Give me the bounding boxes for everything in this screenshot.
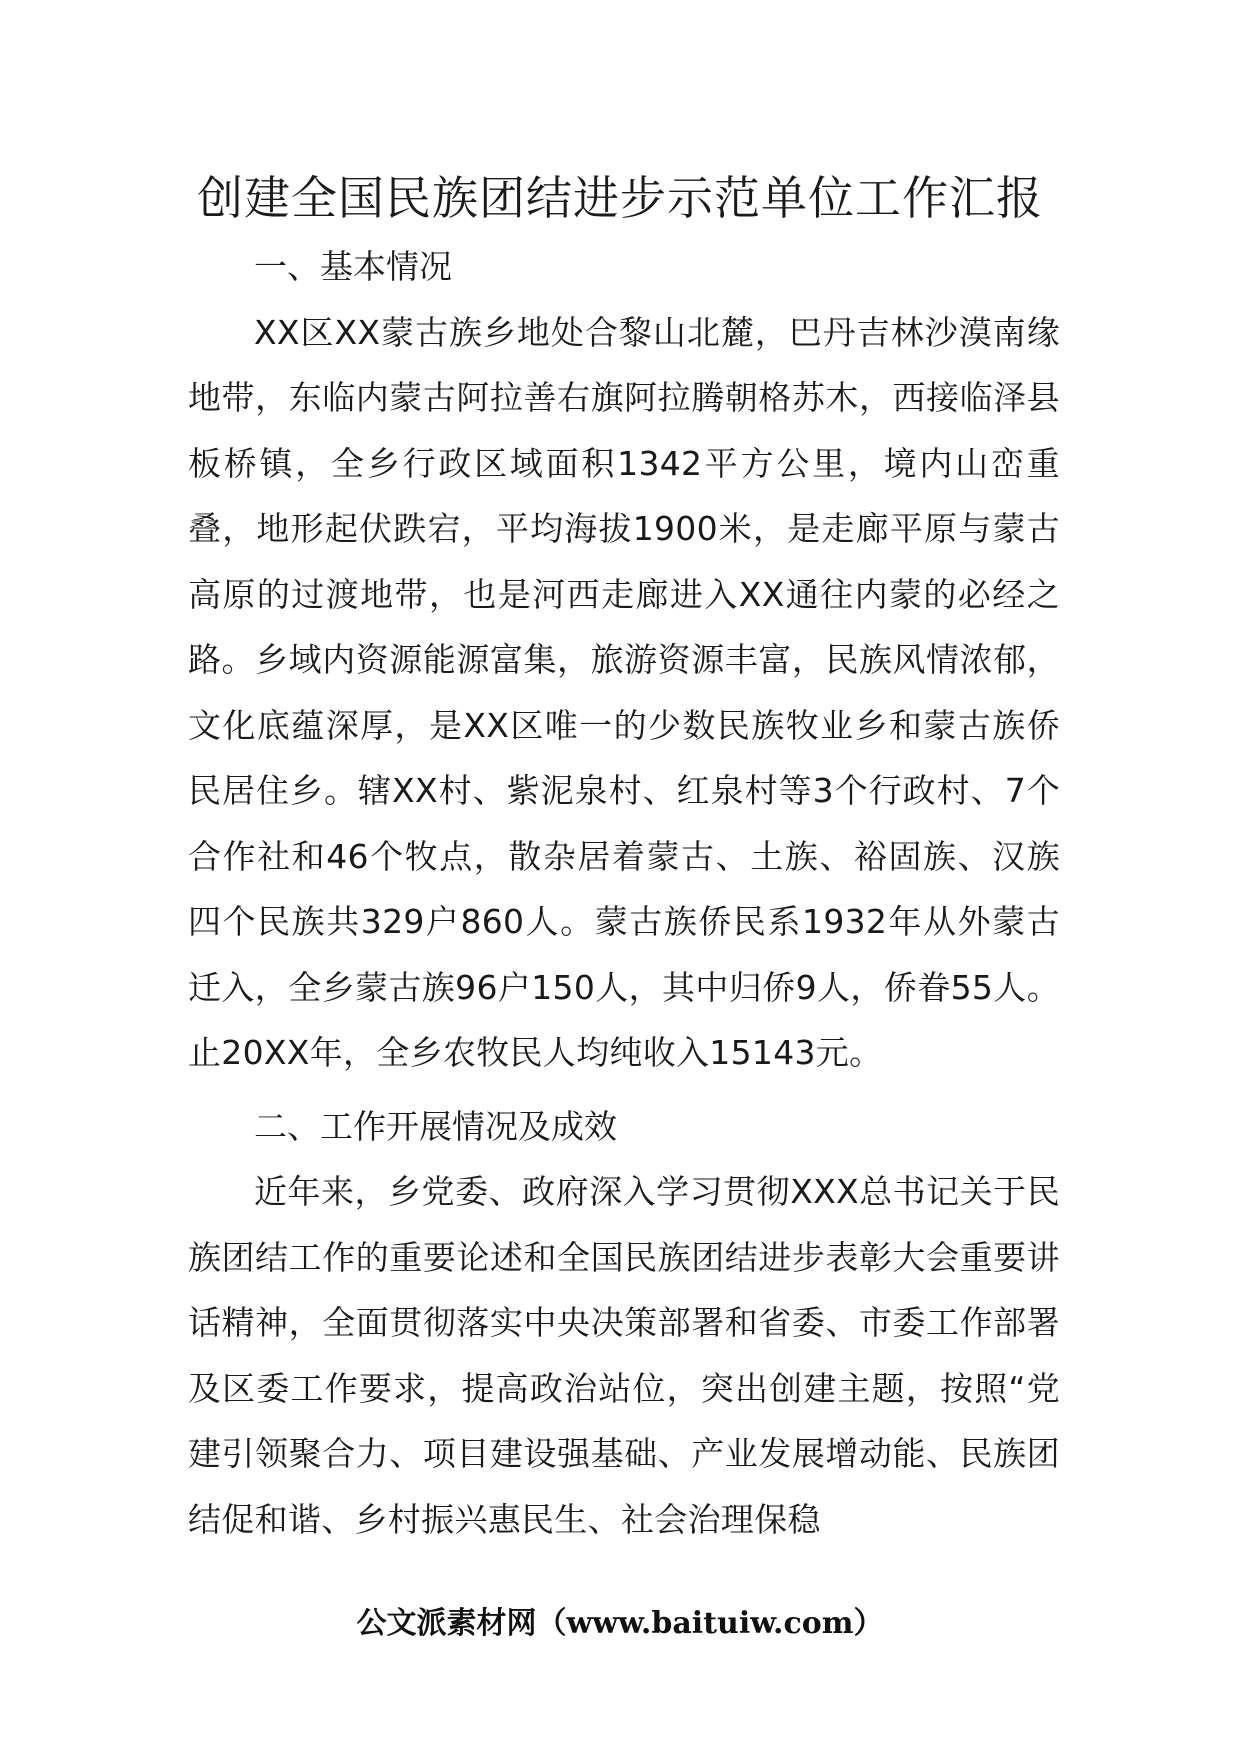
paragraph-gap bbox=[188, 1086, 1060, 1094]
document-title: 创建全国民族团结进步示范单位工作汇报 bbox=[197, 171, 1043, 225]
section-1-heading: 一、基本情况 bbox=[254, 247, 452, 286]
section-2-heading: 二、工作开展情况及成效 bbox=[254, 1106, 617, 1146]
section-2-paragraph: 近年来，乡党委、政府深入学习贯彻XXX总书记关于民族团结工作的重要论述和全国民族团结进步表彰大会重要讲话精神，全面贯彻落实中央决策部署和省委、市委工作部署及区委工作要求，提高政治站位，突出创建主题，按照“党建引领聚合力、项目建设强基础、产业发展增动能、民族团结促和谐、乡村振兴惠民生、社会治理保稳 bbox=[188, 1172, 1060, 1539]
footer-watermark: 公文派素材网（www.baituiw.com） bbox=[356, 1606, 884, 1641]
section-1-paragraph: XX区XX蒙古族乡地处合黎山北麓，巴丹吉林沙漠南缘地带，东临内蒙古阿拉善右旗阿拉腾朝格苏木，西接临泽县板桥镇，全乡行政区域面积1342平方公里，境内山峦重叠，地形起伏跌宕，平均海拔1900米，是走廊平原与蒙古高原的过渡地带，也是河西走廊进入XX通往内蒙的必经之路。乡域内资源能源富集，旅游资源丰富，民族风情浓郁，文化底蕴深厚，是XX区唯一的少数民族牧业乡和蒙古族侨民居住乡。辖XX村、紫泥泉村、红泉村等3个行政村、7个合作社和46个牧点，散杂居着蒙古、土族、裕固族、汉族四个民族共329户860人。蒙古族侨民系1932年从外蒙古迁入，全乡蒙古族96户150人，其中归侨9人，侨眷55人。止20XX年，全乡农牧民人均纯收入15143元。 bbox=[188, 312, 1060, 1072]
document-body bbox=[188, 234, 1060, 1552]
